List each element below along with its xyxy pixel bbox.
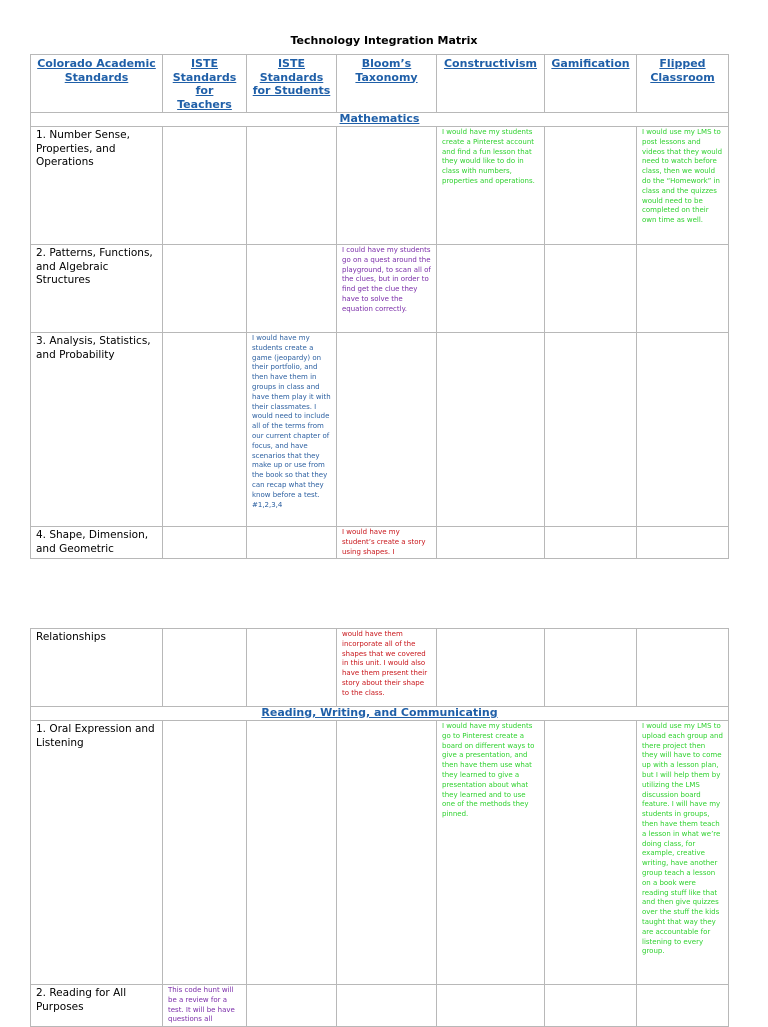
empty-cell [337,127,437,245]
empty-cell [545,985,637,1027]
empty-cell [337,721,437,985]
empty-cell [545,629,637,707]
matrix-table-page-1 [30,54,729,559]
section-row-mathematics [31,113,729,127]
empty-cell [545,721,637,985]
standard-cell: Relationships [31,629,163,707]
constructivism-note: I would have my students go to Pinterest create a board on different ways to give a presentation, and then have them use what they learned to give a presentation about what they learned and to use one of the methods they pinned. [437,721,545,985]
flipped-classroom-note: I would use my LMS to upload each group and there project then they will have to come up with a lesson plan, but I will help them by utilizing the LMS discussion board feature. I will have my students in groups, then have them teach a lesson in what we’re doing class, for example, creative writing, have another group teach a lesson on a book were reading stuff like that and then give quizzes over the stuff the kids taught that way they are accountable for listening to every group. [637,721,729,985]
empty-cell [437,985,545,1027]
empty-cell [545,527,637,559]
header-row [31,55,729,113]
standard-cell: 3. Analysis, Statistics, and Probability [31,333,163,527]
header-colorado-standards[interactable]: Colorado Academic Standards [31,55,163,113]
empty-cell [545,333,637,527]
empty-cell [337,333,437,527]
empty-cell [247,629,337,707]
empty-cell [437,333,545,527]
header-blooms-taxonomy[interactable]: Bloom’s Taxonomy [337,55,437,113]
table-row [31,985,729,1027]
empty-cell [637,985,729,1027]
empty-cell [337,985,437,1027]
empty-cell [163,721,247,985]
standard-cell: 4. Shape, Dimension, and Geometric [31,527,163,559]
section-mathematics[interactable]: Mathematics [31,113,729,127]
empty-cell [545,127,637,245]
page-title: Technology Integration Matrix [290,34,478,47]
blooms-taxonomy-note: I would have my student’s create a story using shapes. I [337,527,437,559]
blooms-taxonomy-note: I could have my students go on a quest around the playground, to scan all of the clues, but in order to find get the clue they have to solve the equation correctly. [337,245,437,333]
table-row [31,629,729,707]
empty-cell [437,629,545,707]
empty-cell [247,721,337,985]
table-row [31,527,729,559]
empty-cell [163,629,247,707]
empty-cell [163,333,247,527]
blooms-taxonomy-note: would have them incorporate all of the shapes that we covered in this unit. I would also have them present their story about their shape to the class. [337,629,437,707]
table-row [31,245,729,333]
header-flipped-classroom[interactable]: Flipped Classroom [637,55,729,113]
empty-cell [163,245,247,333]
constructivism-note: I would have my students create a Pinterest account and find a fun lesson that they would like to do in class with numbers, properties and operations. [437,127,545,245]
table-row [31,333,729,527]
empty-cell [247,127,337,245]
standard-cell: 1. Number Sense, Properties, and Operations [31,127,163,245]
standard-cell: 2. Reading for All Purposes [31,985,163,1027]
standard-cell: 2. Patterns, Functions, and Algebraic Structures [31,245,163,333]
standard-cell: 1. Oral Expression and Listening [31,721,163,985]
empty-cell [163,127,247,245]
empty-cell [437,245,545,333]
table-row [31,721,729,985]
flipped-classroom-note: I would use my LMS to post lessons and videos that they would need to watch before class, then we would do the “Homework” in class and the quizzes would need to be completed on their own time as well. [637,127,729,245]
header-iste-students[interactable]: ISTE Standards for Students [247,55,337,113]
table-row [31,127,729,245]
section-row-reading [31,707,729,721]
empty-cell [247,985,337,1027]
iste-students-note: I would have my students create a game (jeopardy) on their portfolio, and then have them in groups in class and have them play it with their classmates. I would need to include all of the terms from our current chapter of focus, and have scenarios that they make up or use from the book so that they can recap what they know before a test. #1,2,3,4 [247,333,337,527]
empty-cell [163,527,247,559]
empty-cell [545,245,637,333]
empty-cell [637,245,729,333]
empty-cell [637,629,729,707]
empty-cell [637,333,729,527]
header-constructivism[interactable]: Constructivism [437,55,545,113]
matrix-table-page-2 [30,628,729,1027]
header-gamification[interactable]: Gamification [545,55,637,113]
section-reading-writing-communicating[interactable]: Reading, Writing, and Communicating [31,707,729,721]
header-iste-teachers[interactable]: ISTE Standards for Teachers [163,55,247,113]
empty-cell [437,527,545,559]
empty-cell [247,527,337,559]
empty-cell [637,527,729,559]
empty-cell [247,245,337,333]
iste-teachers-note: This code hunt will be a review for a test. It will be have questions all [163,985,247,1027]
